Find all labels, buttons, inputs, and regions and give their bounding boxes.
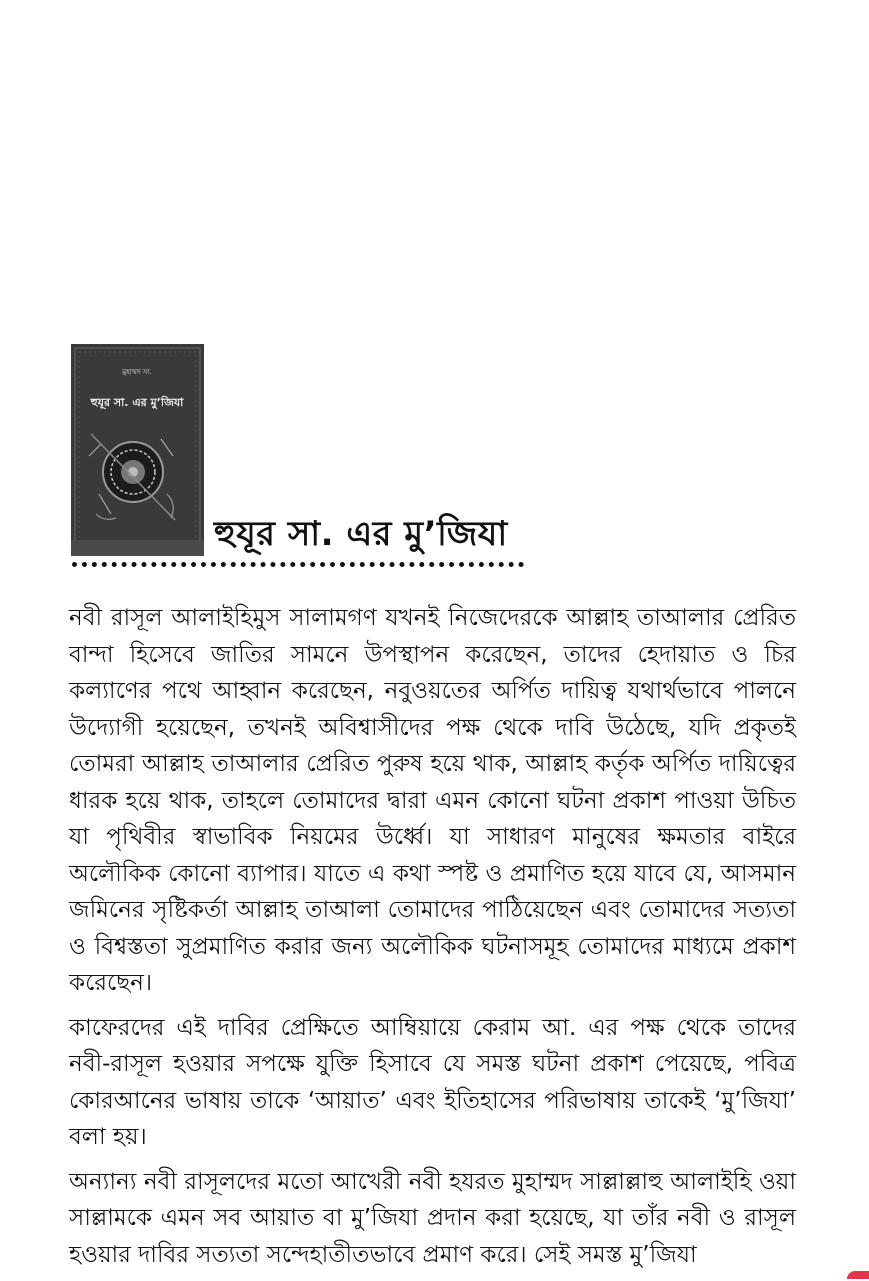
paragraph-2: কাফেরদের এই দাবির প্রেক্ষিতে আম্বিয়ায়ে কেরাম আ. এর পক্ষ থেকে তাদের নবী-রাসূল হওয়ার সপক্ষে যুক্তি হিসাবে যে সমস্ত ঘটনা প্রকাশ পেয়েছে, পবিত্র কোরআনের ভাষায় তাকে ‘আয়াত’ এবং ইতিহাসের পরিভাষায় তাকেই ‘মু’জিযা’ বলা হয়। (69, 1014, 796, 1150)
cover-title-text: হুযূর সা. এর মু’জিযা (90, 396, 184, 409)
paragraph-1: নবী রাসূল আলাইহিমুস সালামগণ যখনই নিজেদেরকে আল্লাহ তাআলার প্রেরিত বান্দা হিসেবে জাতির সামনে উপস্থাপন করেছেন, তাদের হেদায়াত ও চির কল্যাণের পথে আহ্বান করেছেন, নবুওয়তের অর্পিত দায়িত্ব যথার্থভাবে পালনে উদ্যোগী হয়েছেন, তখনই অবিশ্বাসীদের পক্ষ থেকে দাবি উঠেছে, যদি প্রকৃতই তোমরা আল্লাহ তাআলার প্রেরিত পুরুষ হয়ে থাক, আল্লাহ কর্তৃক অর্পিত দায়িত্বের ধারক হয়ে থাক, তাহলে তোমাদের দ্বারা এমন কোনো ঘটনা প্রকাশ পাওয়া উচিত যা পৃথিবীর স্বাভাবিক নিয়মের উর্ধ্বে। যা সাধারণ মানুষের ক্ষমতার বাইরে অলৌকিক কোনো ব্যাপার। যাতে এ কথা স্পষ্ট ও প্রমাণিত হয়ে যাবে যে, আসমান জমিনের সৃষ্টিকর্তা আল্লাহ তাআলা তোমাদের পাঠিয়েছেন এবং তোমাদের সত্যতা ও বিশ্বস্ততা সুপ্রমাণিত করার জন্য অলৌকিক ঘটনাসমূহ তোমাদের মাধ্যমে প্রকাশ করেছেন। (69, 605, 796, 996)
book-cover-artwork (71, 344, 204, 556)
book-cover-image (71, 344, 204, 556)
title-dotted-rule (72, 562, 524, 567)
paragraph-3: অন্যান্য নবী রাসূলদের মতো আখেরী নবী হযরত মুহাম্মদ সাল্লাল্লাহু আলাইহি ওয়া সাল্লামকে এমন সব আয়াত বা মু’জিযা প্রদান করা হয়েছে, যা তাঁর নবী ও রাসূল হওয়ার দাবির সত্যতা সন্দেহাতীতভাবে প্রমাণ করে। সেই সমস্ত মু’জিযা (69, 1168, 796, 1268)
chapter-body (69, 600, 796, 1281)
page-corner-mark (847, 1271, 869, 1279)
chapter-title: হুযূর সা. এর মু’জিযা (214, 514, 508, 554)
cover-author-text: মুহাম্মদ সা. (122, 368, 152, 376)
